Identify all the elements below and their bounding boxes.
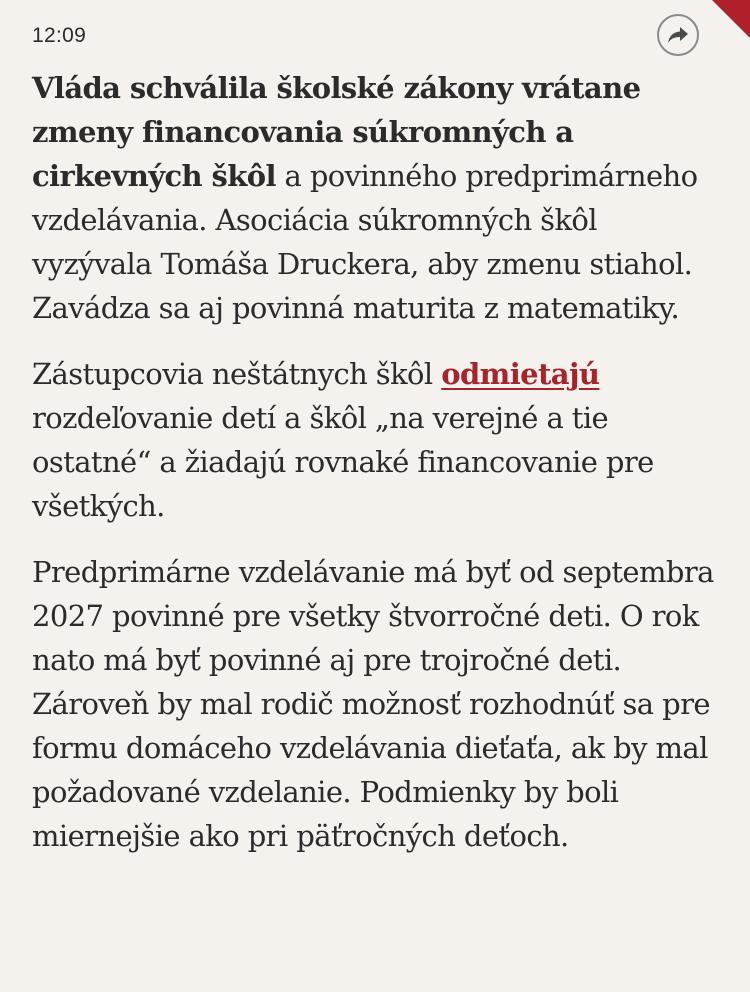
paragraph-preschool: Predprimárne vzdelávanie má byť od septembra 2027 povinné pre všetky štvorročné deti. O rok nato má byť povinné aj pre trojročné deti. Zároveň by mal rodič možnosť rozhodnúť sa pre formu domáceho vzdelávania dieťaťa, ak by mal požadované vzdelanie. Podmienky by boli miernejšie ako pri päťročných deťoch.	[32, 555, 714, 853]
article-body	[32, 66, 722, 858]
paragraph-text-start: Zástupcovia neštátnych škôl	[32, 357, 442, 391]
lead-headline: Vláda schválila školské zákony vrátane zmeny financovania súkromných a cirkevných škôl	[32, 71, 641, 193]
paragraph-private-schools	[32, 352, 722, 528]
inline-link-odmietaju[interactable]: odmietajú	[441, 357, 600, 391]
paragraph-text-end: rozdeľovanie detí a škôl „na verejné a tie ostatné“ a žiadajú rovnaké financovanie pre všetkých.	[32, 401, 654, 523]
status-time: 12:09	[32, 24, 87, 47]
paragraph-lead	[32, 66, 722, 330]
share-button[interactable]	[657, 14, 699, 56]
share-arrow-icon	[667, 26, 689, 44]
lead-text: a povinného predprimárneho vzdelávania. Asociácia súkromných škôl vyzývala Tomáša Druckera, aby zmenu stiahol. Zavádza sa aj povinná maturita z matematiky.	[32, 159, 698, 325]
corner-flag-decoration	[712, 0, 750, 38]
